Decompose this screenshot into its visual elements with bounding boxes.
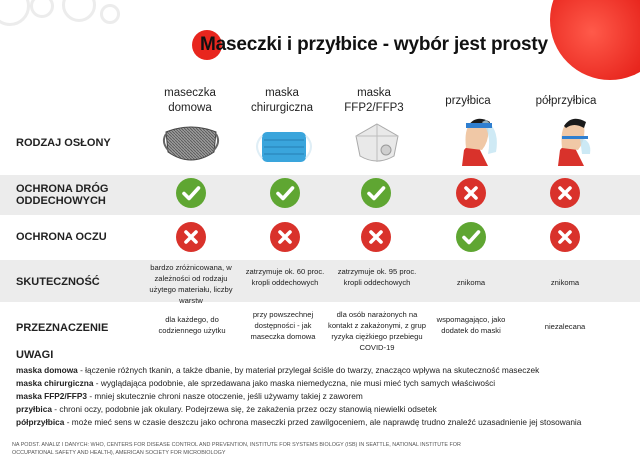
cell-przeznaczenie-polprzylbica: niezalecana bbox=[544, 322, 586, 331]
cell-skutecznosc-maseczka: bardzo zróżnicowana, w zależności od rodzaju użytego materiału, liczby warstw bbox=[149, 263, 233, 305]
col-header-przylbica: przyłbica bbox=[445, 95, 491, 107]
check-icon bbox=[361, 178, 391, 208]
col-header-maska-chirurgiczna: maska chirurgiczna bbox=[251, 87, 313, 114]
red-circle-decoration bbox=[550, 0, 640, 80]
cloth-mask-image bbox=[160, 122, 222, 166]
row-label-przeznaczenie: PRZEZNACZENIE bbox=[16, 322, 109, 334]
note-item: przyłbica - chroni oczy, podobnie jak okulary. Podejrzewa się, że zakażenia przez oczy stanowią niewielki odsetek bbox=[16, 404, 437, 414]
cross-icon bbox=[550, 222, 580, 252]
page-title: Maseczki i przyłbice - wybór jest prosty bbox=[200, 34, 548, 55]
note-item: maska FFP2/FFP3 - mniej skutecznie chroni naszе otoczenie, jeśli używamy takiej z zaworem bbox=[16, 391, 363, 401]
cell-skutecznosc-chirurgiczna: zatrzymuje ok. 60 proc. kropli oddechowych bbox=[245, 267, 325, 287]
row-label-skutecznosc: SKUTECZNOŚĆ bbox=[16, 276, 100, 288]
cell-przeznaczenie-maseczka: dla każdego, do codziennego użytku bbox=[158, 315, 226, 335]
row-label-drogi: OCHRONA DRÓG ODDECHOWYCH bbox=[16, 183, 109, 207]
ffp-mask-image bbox=[346, 120, 408, 168]
col-header-maska-ffp: maska FFP2/FFP3 bbox=[344, 87, 404, 114]
surgical-mask-image bbox=[252, 124, 316, 168]
note-item: półprzyłbica - może mieć sens w czasie deszczu jako ochrona maseczki przed zawilgoceniem, ale naprawdę trudno znaleźć uzasadnienie jej stosowania bbox=[16, 417, 582, 427]
col-header-maseczka-domowa: maseczka domowa bbox=[164, 87, 216, 114]
cell-przeznaczenie-ffp: dla osób narażonych na kontakt z zakażonymi, z grup ryzyka ciężkiego przebiegu COVID-19 bbox=[328, 310, 426, 352]
face-shield-image bbox=[448, 110, 504, 166]
check-icon bbox=[270, 178, 300, 208]
cell-przeznaczenie-przylbica: wspomagająco, jako dodatek do maski bbox=[436, 315, 506, 335]
col-header-polprzylbica: półprzyłbica bbox=[535, 95, 597, 107]
cell-przeznaczenie-chirurgiczna: przy powszechnej dostępności - jak maseczka domowa bbox=[250, 310, 316, 341]
title-block bbox=[200, 32, 548, 58]
note-item: maska chirurgiczna - wyglądająca podobnie, ale sprzedawana jako maska niemedyczna, nie musi mieć tych samych właściwości bbox=[16, 378, 496, 388]
cell-skutecznosc-ffp: zatrzymuje ok. 95 proc. kropli oddechowych bbox=[337, 267, 417, 287]
virus-decoration bbox=[0, 0, 140, 46]
check-icon bbox=[176, 178, 206, 208]
cell-skutecznosc-polprzylbica: znikoma bbox=[550, 278, 580, 287]
source-footnote: NA PODST. ANALIZ I DANYCH: WHO, CENTERS FOR DISEASE CONTROL AND PREVENTION, INSTITUTE FOR SYSTEMS BIOLOGY (ISB) IN SEATTLE, NATIONAL INSTITUTE FOR OCCUPATIONAL SAFETY AND HEALTH), AMERICAN SOCIETY FOR MICROBIOLOGY bbox=[12, 442, 461, 456]
half-shield-image bbox=[544, 110, 600, 166]
cross-icon bbox=[456, 178, 486, 208]
notes-heading: UWAGI bbox=[16, 349, 54, 361]
cross-icon bbox=[361, 222, 391, 252]
cross-icon bbox=[270, 222, 300, 252]
row-label-oczy: OCHRONA OCZU bbox=[16, 231, 107, 243]
cell-skutecznosc-przylbica: znikoma bbox=[456, 278, 486, 287]
cross-icon bbox=[176, 222, 206, 252]
row-label-rodzaj: RODZAJ OSŁONY bbox=[16, 137, 111, 149]
check-icon bbox=[456, 222, 486, 252]
cross-icon bbox=[550, 178, 580, 208]
note-item: maska domowa - łączenie różnych tkanin, a także dbanie, by materiał przylegał ściśle do twarzy, znacząco wpływa na skuteczność maseczek bbox=[16, 365, 540, 375]
